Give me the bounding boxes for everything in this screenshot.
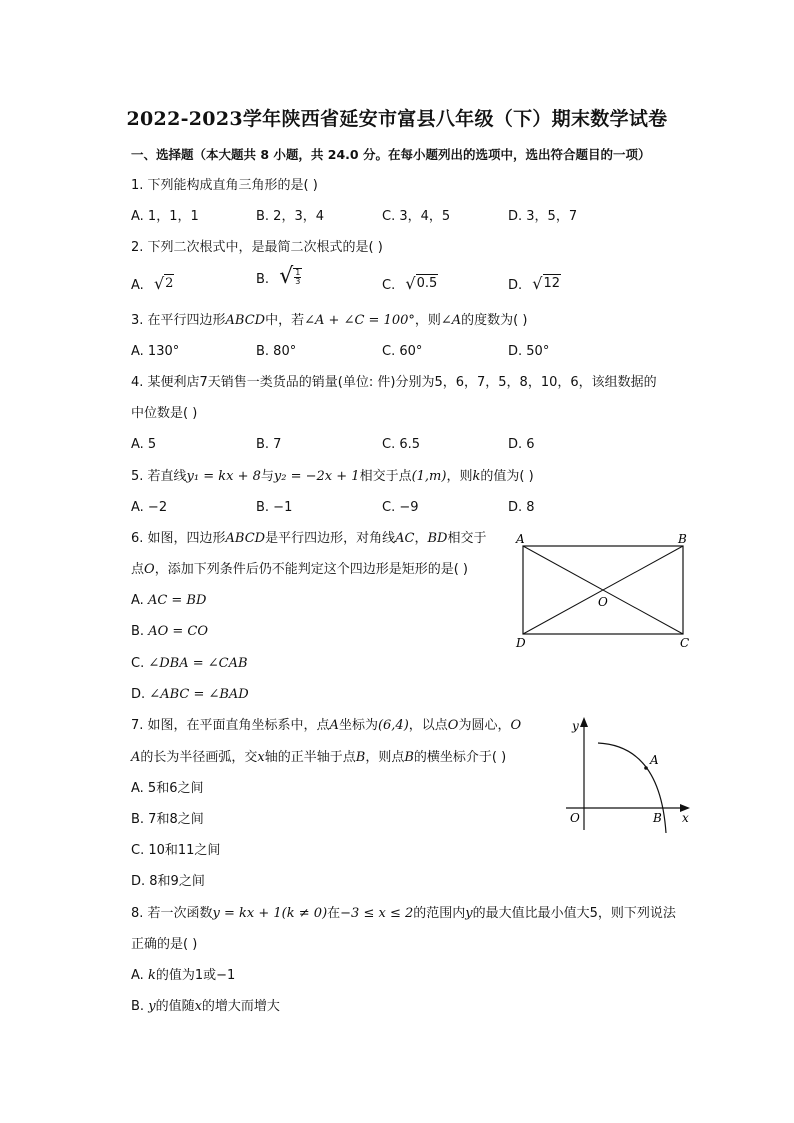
radicand: 12 bbox=[543, 276, 561, 291]
math-expr: −3 ≤ x ≤ 2 bbox=[340, 906, 414, 921]
stem-text: 的最大值比最小值大5，则下列说法 bbox=[472, 906, 676, 921]
stem-text: ，则点 bbox=[365, 750, 405, 765]
section-heading: 一、选择题（本大题共 8 小题，共 24.0 分。在每小题列出的选项中，选出符合题目的一项） bbox=[131, 147, 651, 162]
question-6-option-a bbox=[131, 592, 206, 610]
option-label: A. bbox=[131, 593, 144, 608]
math-expr: ∠A + ∠C = 100° bbox=[304, 313, 415, 328]
math-expr: k bbox=[147, 968, 156, 983]
math-expr: y₁ = kx + 8 bbox=[186, 469, 261, 484]
vertex-label-c: C bbox=[680, 636, 690, 650]
option-label: A. bbox=[131, 278, 144, 293]
stem-text: 5. 若直线 bbox=[131, 469, 187, 484]
question-6-option-b bbox=[131, 623, 208, 641]
math-expr: ∠DBA = ∠CAB bbox=[148, 656, 248, 671]
question-6-stem-line-2 bbox=[131, 561, 468, 579]
radicand: 0.5 bbox=[416, 276, 438, 291]
math-expr: AO = CO bbox=[148, 624, 209, 639]
stem-text: 的横坐标介于( ) bbox=[413, 750, 507, 765]
point-label-a: A bbox=[650, 753, 659, 767]
stem-text: 在 bbox=[327, 906, 341, 921]
question-5-option-b: B. −1 bbox=[256, 500, 293, 515]
stem-text: 坐标为 bbox=[338, 718, 378, 733]
question-7-stem-line-1 bbox=[131, 717, 521, 735]
question-1-option-b: B. 2，3，4 bbox=[256, 209, 324, 224]
stem-text: 的度数为( ) bbox=[461, 313, 528, 328]
coordinate-figure bbox=[560, 712, 696, 836]
question-2-option-a bbox=[131, 274, 174, 295]
math-expr: O bbox=[447, 718, 459, 733]
stem-text: 点 bbox=[131, 562, 145, 577]
question-7-option-a: A. 5和6之间 bbox=[131, 781, 204, 796]
math-expr: (6,4) bbox=[377, 718, 409, 733]
question-4-option-d: D. 6 bbox=[508, 437, 535, 452]
option-label: B. bbox=[131, 999, 145, 1014]
center-label-o: O bbox=[598, 595, 608, 609]
stem-text: ，则 bbox=[446, 469, 473, 484]
question-2-option-c bbox=[382, 274, 438, 295]
question-3-option-a: A. 130° bbox=[131, 344, 180, 359]
option-label: D. bbox=[508, 278, 523, 293]
stem-text: 相交于 bbox=[447, 531, 487, 546]
option-label: D. bbox=[131, 687, 146, 702]
math-expr: (1,m) bbox=[411, 469, 447, 484]
stem-text: 7. 如图，在平面直角坐标系中，点 bbox=[131, 718, 330, 733]
vertex-label-a: A bbox=[516, 532, 525, 546]
vertex-label-d: D bbox=[516, 636, 526, 650]
question-3-option-c: C. 60° bbox=[382, 344, 423, 359]
question-1-option-c: C. 3，4，5 bbox=[382, 209, 451, 224]
stem-text: 的范围内 bbox=[413, 906, 466, 921]
question-5-option-d: D. 8 bbox=[508, 500, 535, 515]
math-expr: ∠ABC = ∠BAD bbox=[149, 687, 249, 702]
math-expr: O bbox=[510, 718, 522, 733]
stem-text: 的值为( ) bbox=[480, 469, 534, 484]
option-text: 的值为1或−1 bbox=[155, 968, 236, 983]
question-3-option-b: B. 80° bbox=[256, 344, 297, 359]
question-7-option-b: B. 7和8之间 bbox=[131, 812, 204, 827]
stem-text: 是平行四边形，对角线 bbox=[265, 531, 396, 546]
math-expr: ABCD bbox=[225, 313, 266, 328]
question-4-option-a: A. 5 bbox=[131, 437, 157, 452]
stem-text: ， bbox=[414, 531, 428, 546]
axis-label-x: x bbox=[682, 811, 689, 825]
question-1-option-a: A. 1，1，1 bbox=[131, 209, 199, 224]
math-expr: y = kx + 1(k ≠ 0) bbox=[212, 906, 328, 921]
math-expr: x bbox=[194, 999, 202, 1014]
stem-text: 为圆心， bbox=[458, 718, 511, 733]
question-2-option-d bbox=[508, 274, 561, 295]
math-expr: ∠A bbox=[440, 313, 462, 328]
radical-sqrt-2: √ 2 bbox=[153, 274, 174, 293]
stem-text: 相交于点 bbox=[359, 469, 412, 484]
question-5-stem bbox=[131, 468, 534, 486]
stem-text: 轴的正半轴于点 bbox=[264, 750, 356, 765]
option-text: 的值随 bbox=[155, 999, 195, 1014]
stem-text: 6. 如图，四边形 bbox=[131, 531, 226, 546]
stem-text: 中，若 bbox=[265, 313, 305, 328]
radical-sqrt-0-5: √ 0.5 bbox=[405, 274, 438, 293]
stem-text: ，以点 bbox=[408, 718, 448, 733]
question-3-option-d: D. 50° bbox=[508, 344, 550, 359]
option-label: C. bbox=[131, 656, 145, 671]
option-text: 的增大而增大 bbox=[201, 999, 280, 1014]
question-3-stem bbox=[131, 312, 527, 330]
question-8-option-b bbox=[131, 998, 280, 1016]
question-2-option-b bbox=[256, 264, 302, 289]
stem-text: 与 bbox=[260, 469, 274, 484]
question-7-stem-line-2 bbox=[131, 749, 506, 767]
question-7-option-d: D. 8和9之间 bbox=[131, 874, 205, 889]
question-8-stem-line-1 bbox=[131, 905, 676, 923]
option-label: B. bbox=[131, 624, 145, 639]
vertex-label-b: B bbox=[678, 532, 687, 546]
radical-sqrt-one-third: √ $\frac{1}{3}$ bbox=[279, 264, 301, 289]
math-expr: B bbox=[404, 750, 414, 765]
stem-text: ，则 bbox=[414, 313, 441, 328]
math-expr: y bbox=[465, 906, 473, 921]
stem-text: 3. 在平行四边形 bbox=[131, 313, 226, 328]
question-7-option-c: C. 10和11之间 bbox=[131, 843, 221, 858]
option-label: C. bbox=[382, 278, 396, 293]
math-expr: AC = BD bbox=[147, 593, 207, 608]
question-8-option-a bbox=[131, 967, 235, 985]
option-label: B. bbox=[256, 272, 270, 287]
y-axis-arrow bbox=[580, 717, 588, 727]
question-5-option-c: C. −9 bbox=[382, 500, 419, 515]
point-a bbox=[644, 766, 648, 770]
question-1-option-d: D. 3，5，7 bbox=[508, 209, 578, 224]
fraction bbox=[293, 268, 302, 286]
math-expr: A bbox=[329, 718, 339, 733]
question-1-stem: 1. 下列能构成直角三角形的是( ) bbox=[131, 178, 318, 193]
question-5-option-a: A. −2 bbox=[131, 500, 168, 515]
math-expr: B bbox=[355, 750, 366, 765]
denominator: 3 bbox=[295, 277, 301, 286]
numerator: 1 bbox=[295, 268, 301, 277]
question-8-stem-line-2: 正确的是( ) bbox=[131, 937, 198, 952]
axis-label-y: y bbox=[572, 719, 579, 733]
option-label: A. bbox=[131, 968, 144, 983]
math-expr: k bbox=[472, 469, 481, 484]
math-expr: O bbox=[144, 562, 155, 577]
math-expr: y₂ = −2x + 1 bbox=[273, 469, 360, 484]
rectangle-figure bbox=[510, 530, 700, 652]
page-title: 2022-2023学年陕西省延安市富县八年级（下）期末数学试卷 bbox=[126, 108, 668, 130]
stem-text: 的长为半径画弧，交 bbox=[140, 750, 258, 765]
question-6-option-d bbox=[131, 686, 249, 704]
math-expr: A bbox=[131, 750, 141, 765]
question-4-stem-line-2: 中位数是( ) bbox=[131, 406, 198, 421]
stem-text: ，添加下列条件后仍不能判定这个四边形是矩形的是( ) bbox=[154, 562, 468, 577]
radical-sqrt-12: √ 12 bbox=[532, 274, 561, 293]
origin-label-o: O bbox=[570, 811, 580, 825]
question-6-option-c bbox=[131, 655, 248, 673]
math-expr: BD bbox=[427, 531, 448, 546]
math-expr: ABCD bbox=[225, 531, 266, 546]
stem-text: 8. 若一次函数 bbox=[131, 906, 213, 921]
question-2-stem: 2. 下列二次根式中，是最简二次根式的是( ) bbox=[131, 240, 383, 255]
question-4-option-c: C. 6.5 bbox=[382, 437, 421, 452]
radicand: 2 bbox=[165, 276, 174, 291]
question-6-stem-line-1 bbox=[131, 530, 486, 548]
question-4-stem-line-1: 4. 某便利店7天销售一类货品的销量(单位: 件)分别为5，6，7，5，8，10，6，该组数据的 bbox=[131, 375, 657, 390]
point-label-b: B bbox=[653, 811, 662, 825]
math-expr: AC bbox=[395, 531, 415, 546]
math-expr: y bbox=[148, 999, 156, 1014]
math-expr: x bbox=[257, 750, 265, 765]
question-4-option-b: B. 7 bbox=[256, 437, 282, 452]
